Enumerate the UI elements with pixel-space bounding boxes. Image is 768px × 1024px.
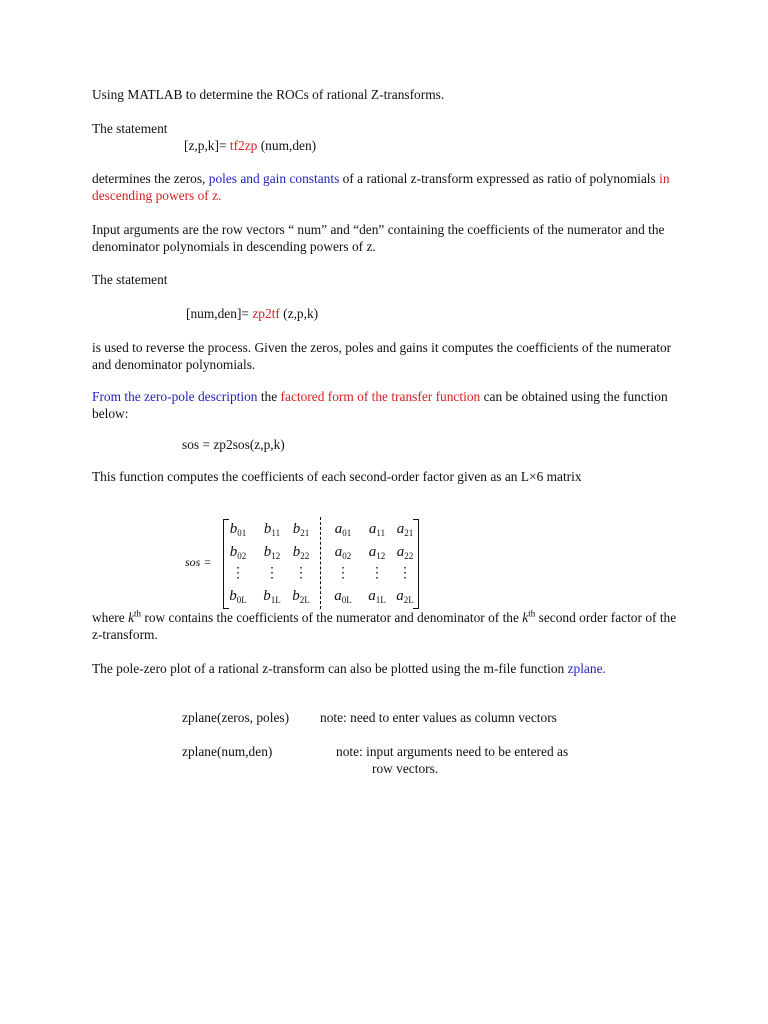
cell-subscript: 0L: [341, 595, 352, 605]
matrix-cell: [257, 521, 287, 542]
matrix-cell: [223, 544, 253, 565]
cell-subscript: 22: [300, 551, 310, 561]
statement-label-2: The statement: [92, 272, 168, 287]
matrix-cell: [328, 588, 358, 609]
cell-subscript: 11: [376, 528, 386, 538]
th-superscript: th: [134, 608, 142, 619]
paragraph-input-arguments: Input arguments are the row vectors “ num” and “den” containing the coefficients of the numerator and the denominator polynomials in descending powers of z.: [92, 222, 665, 254]
text-run: second order factor of the z-transform.: [92, 610, 677, 642]
paragraph-zeros-poles: [92, 170, 682, 204]
zp2sos-statement: sos = zp2sos(z,p,k): [182, 437, 285, 452]
cell-symbol: ⋮: [265, 566, 279, 581]
matrix-cell: [362, 544, 392, 565]
cell-subscript: 21: [404, 528, 414, 538]
cell-symbol: a: [368, 544, 377, 560]
sos-matrix: [180, 513, 430, 609]
matrix-divider: [320, 517, 321, 609]
highlight-poles-gains: poles and gain constants: [208, 171, 340, 186]
cell-subscript: 02: [342, 551, 352, 561]
matrix-cell: [223, 521, 253, 542]
matrix-cell: [286, 521, 316, 542]
th-superscript: th: [528, 608, 536, 619]
cell-symbol: b: [292, 521, 301, 537]
cell-symbol: ⋮: [398, 566, 412, 581]
cell-subscript: 01: [342, 528, 352, 538]
cell-subscript: 2L: [299, 595, 310, 605]
cell-subscript: 0L: [236, 595, 247, 605]
document-title: Using MATLAB to determine the ROCs of rational Z-transforms.: [92, 87, 445, 102]
matrix-cell: [328, 544, 358, 565]
code-args: (z,p,k): [279, 306, 319, 321]
cell-symbol: ⋮: [336, 566, 350, 581]
highlight-factored-form: factored form of the transfer function: [280, 389, 481, 404]
matrix-cell: [286, 544, 316, 565]
zplane-zeros-poles-note: note: need to enter values as column vectors: [320, 710, 557, 725]
paragraph-factored-form: [92, 388, 682, 422]
cell-subscript: 1L: [375, 595, 386, 605]
cell-symbol: ⋮: [294, 566, 308, 581]
matrix-cell: [257, 565, 287, 582]
zplane-num-den-note: note: input arguments need to be entered as: [336, 744, 569, 759]
paragraph-second-order-factor: This function computes the coefficients of each second-order factor given as an L×6 matrix: [92, 469, 582, 484]
cell-subscript: 12: [376, 551, 386, 561]
text-run: row contains the coefficients of the numerator and denominator of the: [141, 610, 523, 625]
text-run: of a rational z-transform expressed as ratio of polynomials: [339, 171, 660, 186]
highlight-descending-powers: in descending powers of z.: [92, 171, 670, 203]
cell-subscript: 12: [271, 551, 281, 561]
matrix-cell: [390, 544, 420, 565]
tf2zp-function: tf2zp: [229, 138, 258, 153]
text-run: the: [257, 389, 281, 404]
cell-symbol: b: [263, 521, 272, 537]
cell-subscript: 11: [271, 528, 281, 538]
k-symbol: k: [522, 610, 529, 625]
cell-symbol: a: [396, 521, 405, 537]
matrix-cell: [362, 521, 392, 542]
code-lhs: [z,p,k]=: [184, 138, 230, 153]
cell-subscript: 01: [237, 528, 247, 538]
cell-subscript: 22: [404, 551, 414, 561]
code-args: (num,den): [257, 138, 317, 153]
text-run: The pole-zero plot of a rational z-transform can also be plotted using the m-file function: [92, 661, 568, 676]
statement-label-1: The statement: [92, 121, 168, 136]
cell-symbol: b: [263, 544, 272, 560]
cell-symbol: b: [292, 544, 301, 560]
matrix-cell: [286, 588, 316, 609]
text-run: determines the zeros,: [92, 171, 209, 186]
cell-symbol: b: [229, 521, 238, 537]
text-run: where: [92, 610, 129, 625]
text-run: can be obtained using the function below:: [92, 389, 668, 421]
paragraph-kth-row: [92, 609, 682, 643]
matrix-cell: [390, 521, 420, 542]
zplane-num-den-note-cont: row vectors.: [372, 761, 439, 776]
matrix-cell: [257, 544, 287, 565]
matrix-cell: [362, 565, 392, 582]
cell-symbol: a: [368, 588, 376, 604]
cell-symbol: b: [263, 588, 271, 604]
matrix-cell: [390, 588, 420, 609]
matrix-cell: [390, 565, 420, 582]
cell-symbol: a: [396, 544, 405, 560]
paragraph-pole-zero-plot: [92, 660, 682, 677]
k-symbol: k: [128, 610, 135, 625]
cell-symbol: a: [368, 521, 377, 537]
matrix-cell: [257, 588, 287, 609]
matrix-label: sos =: [185, 555, 212, 569]
zp2tf-statement: [186, 305, 318, 322]
code-lhs: [num,den]=: [186, 306, 253, 321]
cell-symbol: a: [334, 588, 342, 604]
cell-symbol: b: [292, 588, 300, 604]
paragraph-reverse-process: is used to reverse the process. Given the zeros, poles and gains it computes the coefficients of the numerator and denominator polynomials.: [92, 340, 672, 372]
highlight-zero-pole-description: From the zero-pole description: [92, 389, 258, 404]
zp2tf-function: zp2tf: [252, 306, 280, 321]
cell-subscript: 02: [237, 551, 247, 561]
cell-symbol: b: [229, 588, 237, 604]
matrix-cell: [362, 588, 392, 609]
cell-symbol: a: [396, 588, 404, 604]
matrix-cell: [223, 565, 253, 582]
cell-symbol: a: [334, 521, 343, 537]
cell-symbol: a: [334, 544, 343, 560]
zplane-zeros-poles-code: zplane(zeros, poles): [182, 710, 290, 725]
highlight-zplane: zplane.: [567, 661, 606, 676]
matrix-cell: [286, 565, 316, 582]
cell-symbol: ⋮: [231, 566, 245, 581]
matrix-cell: [223, 588, 253, 609]
matrix-cell: [328, 565, 358, 582]
cell-symbol: b: [229, 544, 238, 560]
matrix-cell: [328, 521, 358, 542]
cell-subscript: 1L: [270, 595, 281, 605]
cell-subscript: 21: [300, 528, 310, 538]
cell-subscript: 2L: [403, 595, 414, 605]
cell-symbol: ⋮: [370, 566, 384, 581]
tf2zp-statement: [184, 137, 316, 154]
zplane-num-den-code: zplane(num,den): [182, 744, 273, 759]
